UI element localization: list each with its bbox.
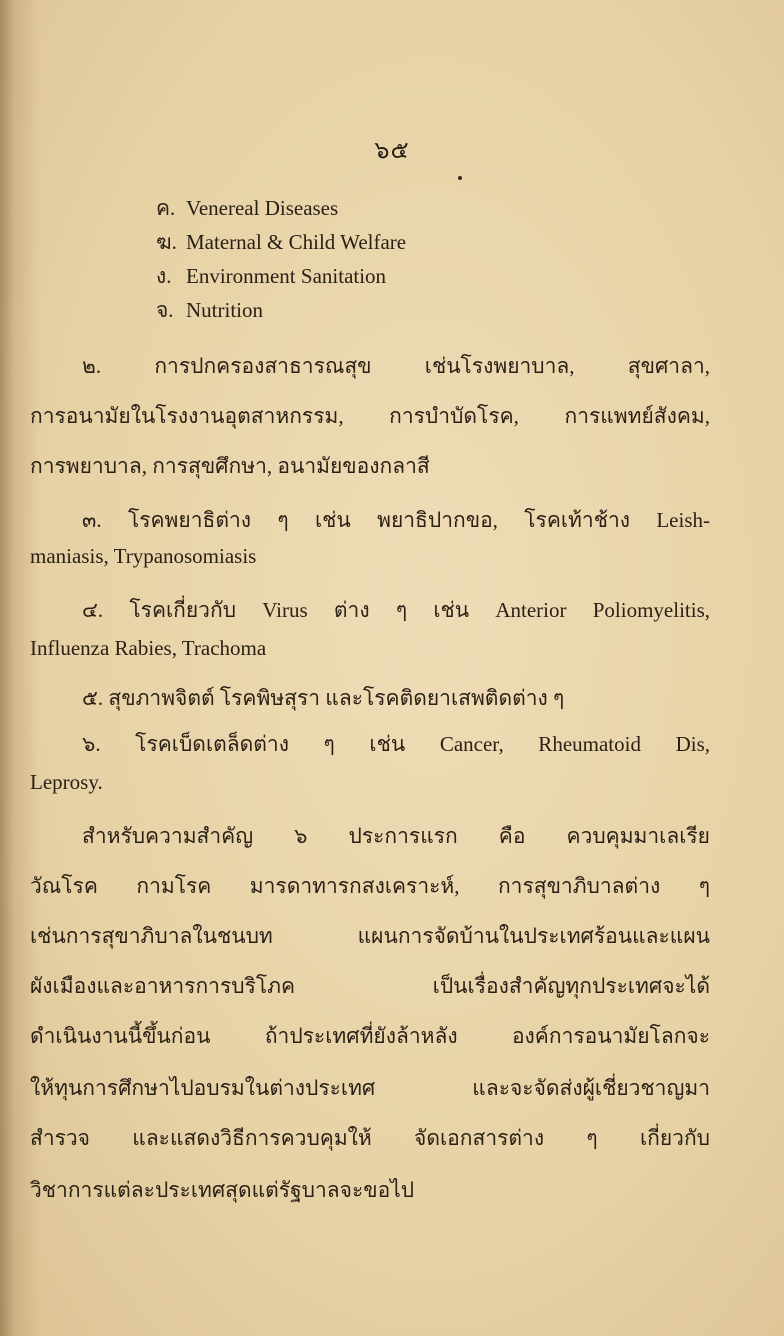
text-line: ๔. โรคเกี่ยวกับ Virus ต่าง ๆ เช่น Anterior Poliomyelitis, xyxy=(82,598,710,622)
list-marker: ง. xyxy=(156,264,172,288)
list-item xyxy=(156,260,386,293)
text-line: ๒. การปกครองสาธารณสุข เช่นโรงพยาบาล, สุขศาลา, xyxy=(82,354,710,378)
text-line: ๓. โรคพยาธิต่าง ๆ เช่น พยาธิปากขอ, โรคเท้าช้าง Leish- xyxy=(82,508,710,532)
list-item xyxy=(156,226,406,259)
list-item xyxy=(156,192,338,225)
text-line: ๖. โรคเบ็ดเตล็ดต่าง ๆ เช่น Cancer, Rheumatoid Dis, xyxy=(82,732,710,756)
list-text: Environment Sanitation xyxy=(186,264,387,288)
text-line: สำหรับความสำคัญ ๖ ประการแรก คือ ควบคุมมาเลเรีย xyxy=(82,824,710,848)
text-line: ดำเนินงานนี้ขึ้นก่อน ถ้าประเทศที่ยังล้าหลัง องค์การอนามัยโลกจะ xyxy=(30,1024,710,1048)
page-number: ๖๕ xyxy=(374,136,410,164)
list-marker: ค. xyxy=(156,196,176,220)
text-line: ๕. สุขภาพจิตต์ โรคพิษสุรา และโรคติดยาเสพติดต่าง ๆ xyxy=(82,686,565,710)
text-line: การอนามัยในโรงงานอุตสาหกรรม, การบำบัดโรค, การแพทย์สังคม, xyxy=(30,404,710,428)
text-line: Influenza Rabies, Trachoma xyxy=(30,636,267,660)
text-line: สำรวจ และแสดงวิธีการควบคุมให้ จัดเอกสารต่าง ๆ เกี่ยวกับ xyxy=(30,1126,710,1150)
list-text: Maternal & Child Welfare xyxy=(186,230,407,254)
ink-dot xyxy=(458,176,462,180)
text-line: ให้ทุนการศึกษาไปอบรมในต่างประเทศ และจะจัดส่งผู้เชี่ยวชาญมา xyxy=(30,1076,710,1100)
list-text: Venereal Diseases xyxy=(186,196,339,220)
text-line: Leprosy. xyxy=(30,770,103,794)
text-line: วิชาการแต่ละประเทศสุดแต่รัฐบาลจะขอไป xyxy=(30,1178,415,1202)
text-line: maniasis, Trypanosomiasis xyxy=(30,544,257,568)
list-marker: จ. xyxy=(156,298,174,322)
text-line: เช่นการสุขาภิบาลในชนบท แผนการจัดบ้านในประเทศร้อนและแผน xyxy=(30,924,710,948)
text-line: การพยาบาล, การสุขศึกษา, อนามัยของกลาสี xyxy=(30,454,430,478)
list-text: Nutrition xyxy=(186,298,263,322)
text-line: ผังเมืองและอาหารการบริโภค เป็นเรื่องสำคัญทุกประเทศจะได้ xyxy=(30,974,710,998)
list-marker: ฆ. xyxy=(156,230,177,254)
text-line: วัณโรค กามโรค มารดาทารกสงเคราะห์, การสุขาภิบาลต่าง ๆ xyxy=(30,874,710,898)
list-item xyxy=(156,294,263,327)
